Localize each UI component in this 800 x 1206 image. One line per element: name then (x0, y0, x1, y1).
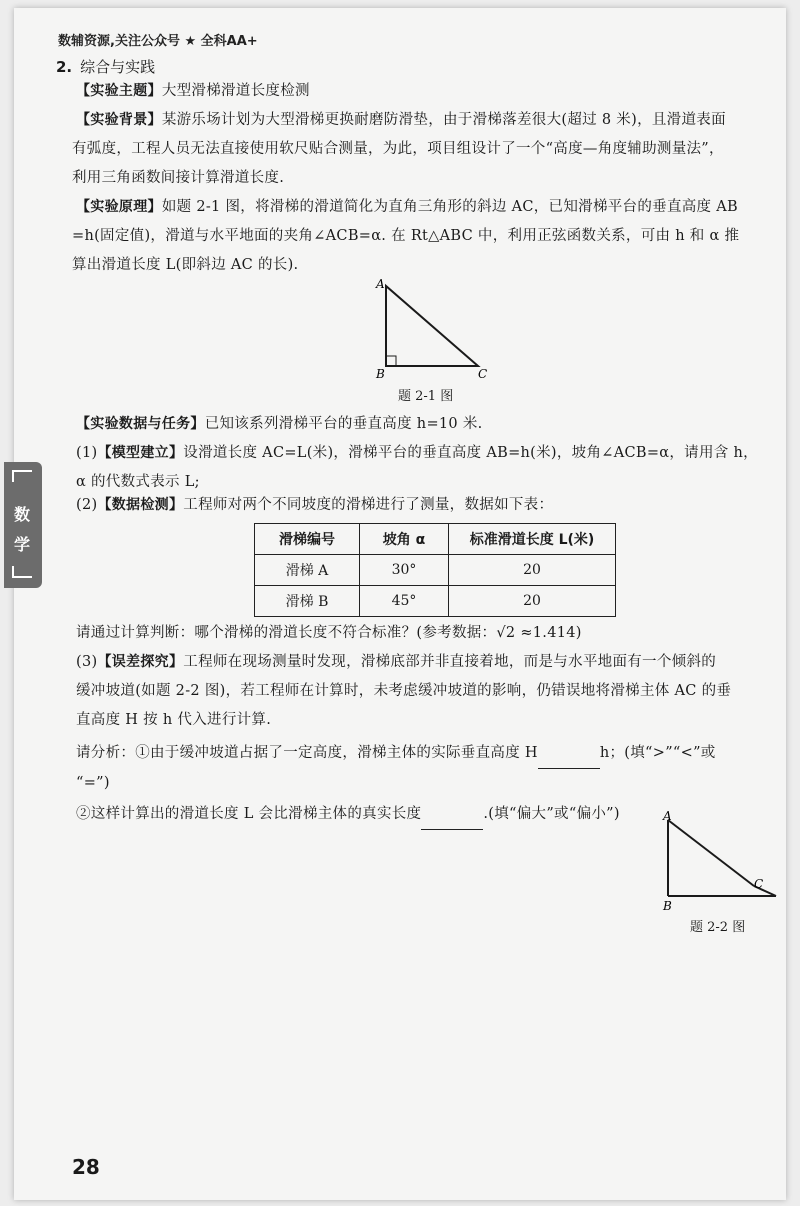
section-title (56, 56, 155, 77)
table-row (255, 555, 616, 586)
answer-blank-1[interactable] (538, 739, 600, 769)
fig1-label-b: B (376, 367, 385, 381)
question-2 (76, 491, 776, 520)
background-line1: 某游乐场计划为大型滑梯更换耐磨防滑垫，由于滑梯落差很大(超过 8 米)，且滑道表面 (161, 112, 726, 128)
table-header: 坡角 α (360, 524, 449, 555)
fig2-label-c: C (754, 877, 764, 891)
q3-line2: 缓冲坡道(如题 2-2 图)，若工程师在计算时，未考虑缓冲坡道的影响，仍错误地将滑梯主体 AC 的垂 (76, 683, 732, 699)
background-tag: 【实验背景】 (76, 112, 162, 128)
q1-tag: 【模型建立】 (97, 445, 184, 461)
theme-tag: 【实验主题】 (76, 83, 162, 99)
q3-tag: 【误差探究】 (97, 654, 184, 670)
q3-analysis-b: h；(填“>”“<”或 (599, 745, 716, 761)
page-header: 数辅资源,关注公众号 ★ 全科AA+ (58, 34, 258, 49)
tab-bracket-top (12, 470, 32, 482)
tab-bracket-bottom (12, 566, 32, 578)
section-title-text: 综合与实践 (80, 58, 156, 76)
fig2-label-b: B (663, 899, 672, 913)
fig2-slide (668, 820, 754, 886)
question-1 (76, 439, 776, 497)
principle-line2: =h(固定值)，滑道与水平地面的夹角∠ACB=α. 在 Rt△ABC 中，利用正弦函数关系，可由 h 和 α 推 (72, 228, 740, 244)
q3-prefix: (3) (76, 654, 98, 670)
fig1-label-a: A (376, 277, 385, 291)
experiment-principle (72, 193, 776, 280)
principle-tag: 【实验原理】 (76, 199, 162, 215)
table-cell: 20 (449, 555, 616, 586)
q1-line1: 设滑道长度 AC=L(米)，滑梯平台的垂直高度 AB=h(米)，坡角∠ACB=α，请用含 h， (183, 445, 758, 461)
fig2-label-a: A (663, 809, 672, 823)
subject-side-tab (4, 462, 42, 588)
q1-prefix: (1) (76, 445, 98, 461)
q3-analysis-c: “=”) (76, 775, 110, 791)
table-header: 滑梯编号 (255, 524, 360, 555)
q2-prefix: (2) (76, 497, 98, 513)
q2-question: 请通过计算判断：哪个滑梯的滑道长度不符合标准？(参考数据：√2 ≈1.414) (76, 625, 582, 641)
page-number: 28 (72, 1155, 100, 1179)
table-cell: 45° (360, 586, 449, 617)
background-line3: 利用三角函数间接计算滑道长度. (72, 170, 285, 186)
q3-line1: 工程师在现场测量时发现，滑梯底部并非直接着地，而是与水平地面有一个倾斜的 (183, 654, 717, 670)
q3-analysis-d2: .(填“偏大”或“偏小”) (483, 806, 620, 822)
table-cell: 滑梯 B (255, 586, 360, 617)
answer-blank-2[interactable] (421, 800, 483, 830)
fig1-label-c: C (478, 367, 488, 381)
experiment-theme (76, 77, 776, 106)
figure-2-1 (370, 276, 500, 386)
q3-analysis-a: 请分析：①由于缓冲坡道占据了一定高度，滑梯主体的实际垂直高度 H (76, 745, 538, 761)
background-line2: 有弧度，工程人员无法直接使用软尺贴合测量，为此，项目组设计了一个“高度—角度辅助测量法”， (72, 141, 724, 157)
q1-line2: α 的代数式表示 L; (76, 474, 200, 490)
section-number: 2. (56, 58, 73, 76)
figure-2-2-caption: 题 2-2 图 (690, 920, 746, 935)
data-task-text: 已知该系列滑梯平台的垂直高度 h=10 米. (204, 416, 483, 432)
table-cell: 20 (449, 586, 616, 617)
figure-2-1-caption: 题 2-1 图 (398, 389, 454, 404)
data-task (76, 410, 776, 439)
principle-line1: 如题 2-1 图，将滑梯的滑道简化为直角三角形的斜边 AC，已知滑梯平台的垂直高度 AB (161, 199, 738, 215)
table-cell: 30° (360, 555, 449, 586)
principle-line3: 算出滑道长度 L(即斜边 AC 的长). (72, 257, 299, 273)
table-header: 标准滑道长度 L(米) (449, 524, 616, 555)
q3-analysis-d1: ②这样计算出的滑道长度 L 会比滑梯主体的真实长度 (76, 806, 422, 822)
triangle-abc (386, 286, 478, 366)
tab-char-1: 数 (14, 505, 31, 524)
q2-tag: 【数据检测】 (97, 497, 184, 513)
data-table (254, 523, 616, 617)
q3-line3: 直高度 H 按 h 代入进行计算. (76, 712, 272, 728)
data-task-tag: 【实验数据与任务】 (76, 416, 205, 432)
theme-text: 大型滑梯滑道长度检测 (161, 83, 310, 99)
right-angle-mark (386, 356, 396, 366)
table-cell: 滑梯 A (255, 555, 360, 586)
q2-text: 工程师对两个不同坡度的滑梯进行了测量，数据如下表： (183, 497, 554, 513)
table-header-row (255, 524, 616, 555)
figure-2-2 (656, 808, 786, 918)
tab-char-2: 学 (14, 535, 31, 554)
question-3 (76, 648, 776, 830)
table-row (255, 586, 616, 617)
experiment-background (72, 106, 776, 193)
